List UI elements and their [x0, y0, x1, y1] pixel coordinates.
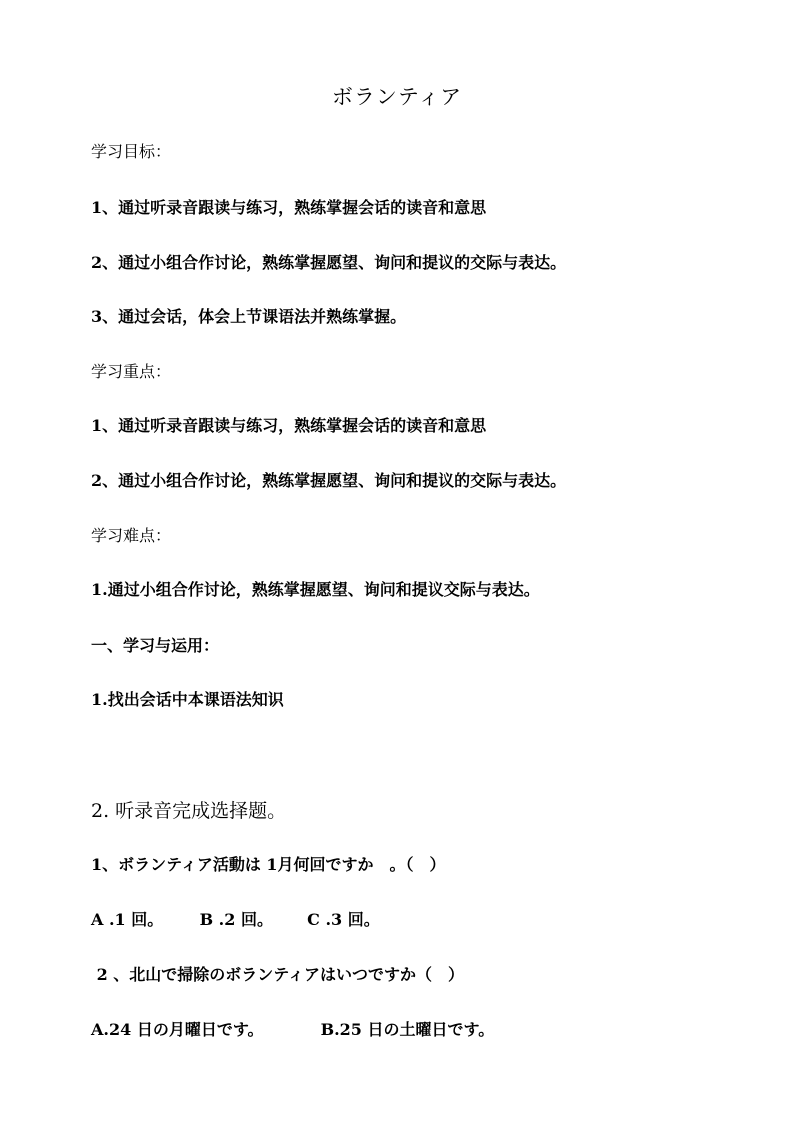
section1-task: 1.找出会话中本课语法知识 — [91, 690, 284, 709]
difficulty-item-1: 1.通过小组合作讨论，熟练掌握愿望、询问和提议交际与表达。 — [91, 580, 540, 599]
objective-item-1: 1、通过听录音跟读与练习，熟练掌握会话的读音和意思 — [91, 198, 487, 217]
question-1-options — [91, 910, 380, 930]
key-point-item-2: 2、通过小组合作讨论，熟练掌握愿望、询问和提议的交际与表达。 — [91, 471, 567, 490]
question-2-option-a: A.24 日の月曜日です。 — [91, 1020, 264, 1039]
objective-item-2: 2、通过小组合作讨论，熟练掌握愿望、询问和提议的交际与表达。 — [91, 253, 567, 272]
question-2-options — [91, 1020, 494, 1040]
objective-item-3: 3、通过会话，体会上节课语法并熟练掌握。 — [91, 307, 407, 326]
question-1-text: 1、ボランティア活動は 1月何回ですか 。（ ） — [91, 855, 446, 874]
section2-heading: 2. 听录音完成选择题。 — [91, 800, 287, 822]
objectives-heading: 学习目标： — [91, 142, 172, 161]
question-1-option-b: B .2 回。 — [199, 910, 273, 929]
page-title: ボランティア — [331, 85, 463, 109]
question-2-text: 2 、北山で掃除のボランティアはいつですか（ ） — [91, 965, 464, 984]
difficulties-heading: 学习难点： — [91, 526, 172, 545]
question-2-option-b: B.25 日の土曜日です。 — [320, 1020, 495, 1039]
question-1-option-c: C .3 回。 — [307, 910, 380, 929]
key-point-item-1: 1、通过听录音跟读与练习，熟练掌握会话的读音和意思 — [91, 416, 487, 435]
question-1-option-a: A .1 回。 — [91, 910, 164, 929]
key-points-heading: 学习重点： — [91, 362, 172, 381]
section1-heading: 一、学习与运用： — [91, 636, 220, 655]
